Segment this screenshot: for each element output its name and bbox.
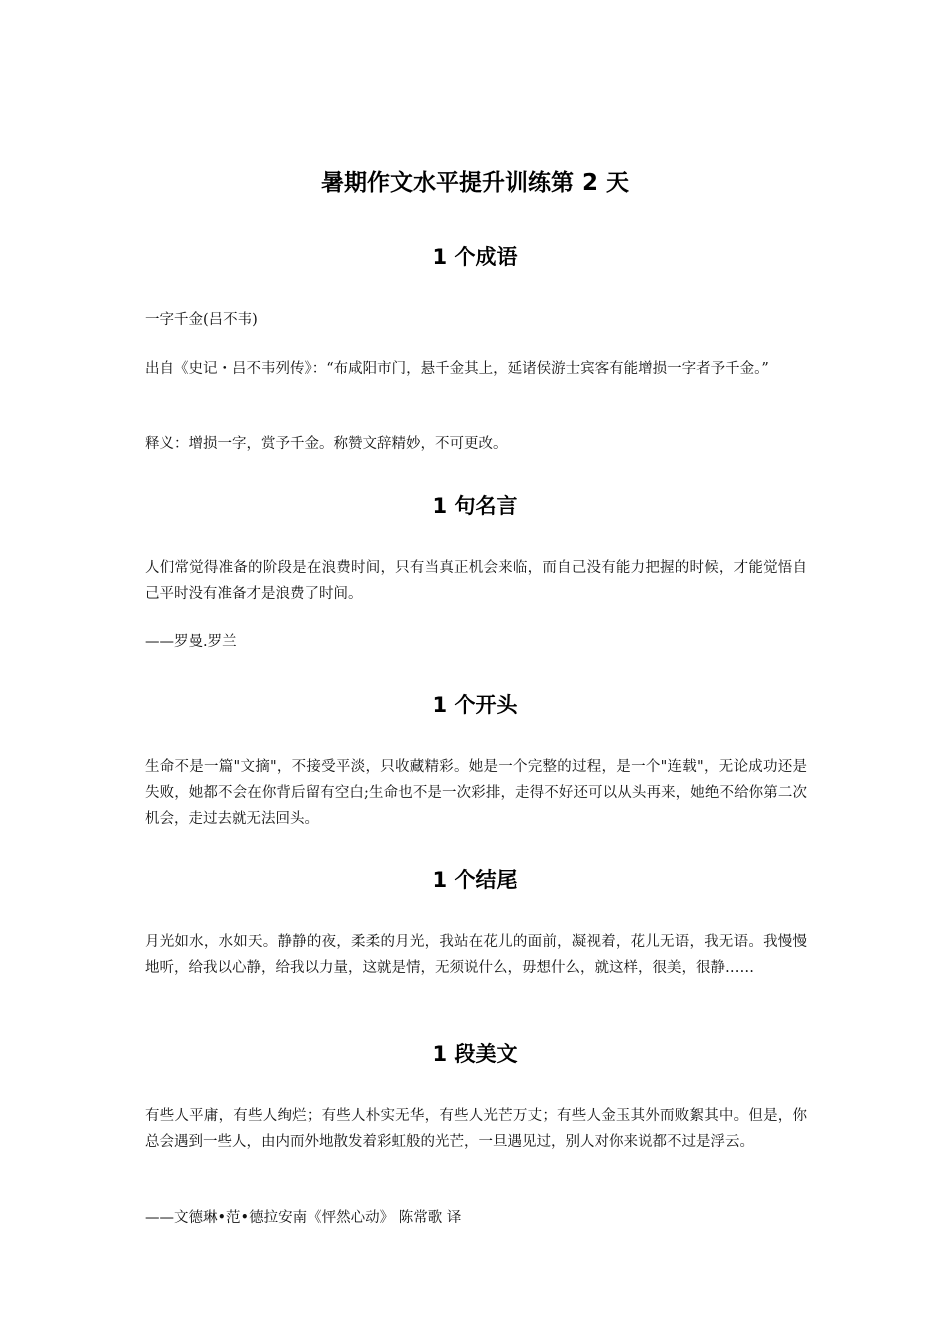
passage-attribution: ——文德琳•范•德拉安南《怦然心动》 陈常歌 译 (145, 1210, 462, 1226)
idiom-meaning: 释义：增损一字，赏予千金。称赞文辞精妙，不可更改。 (145, 436, 508, 452)
quote-author: ——罗曼.罗兰 (145, 634, 237, 650)
section-heading-passage: 1 段美文 (432, 1042, 518, 1066)
idiom-source: 出自《史记・吕不韦列传》：“布咸阳市门，悬千金其上，延诸侯游士宾客有能增损一字者予千金。” (145, 361, 769, 377)
section-heading-ending: 1 个结尾 (432, 868, 518, 892)
document-title: 暑期作文水平提升训练第 2 天 (320, 170, 630, 196)
quote-text: 人们常觉得准备的阶段是在浪费时间，只有当真正机会来临，而自己没有能力把握的时候，才能觉悟自己平时没有准备才是浪费了时间。 (145, 560, 807, 602)
opening-text: 生命不是一篇"文摘"，不接受平淡，只收藏精彩。她是一个完整的过程，是一个"连载"，无论成功还是失败，她都不会在你背后留有空白;生命也不是一次彩排，走得不好还可以从头再来，她绝不给你第二次机会，走过去就无法回头。 (145, 759, 807, 827)
idiom-name: 一字千金(吕不韦) (145, 312, 258, 328)
passage-text: 有些人平庸，有些人绚烂；有些人朴实无华，有些人光芒万丈；有些人金玉其外而败絮其中。但是，你总会遇到一些人，由内而外地散发着彩虹般的光芒，一旦遇见过，别人对你来说都不过是浮云。 (145, 1108, 807, 1150)
ending-text: 月光如水，水如天。静静的夜，柔柔的月光，我站在花儿的面前，凝视着，花儿无语，我无语。我慢慢地听，给我以心静，给我以力量，这就是情，无须说什么，毋想什么，就这样，很美，很静…… (145, 934, 807, 976)
section-heading-idiom: 1 个成语 (432, 245, 518, 269)
section-heading-opening: 1 个开头 (432, 693, 518, 717)
section-heading-quote: 1 句名言 (432, 494, 518, 518)
